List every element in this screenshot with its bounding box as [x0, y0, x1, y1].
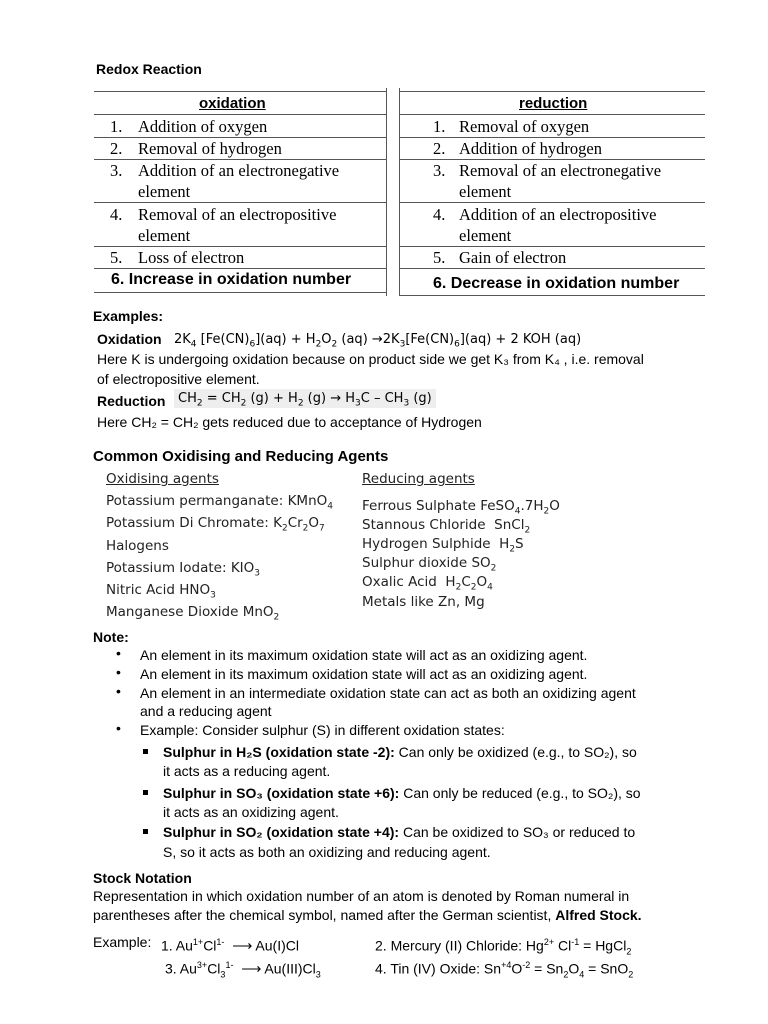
red-row-6: 6. Decrease in oxidation number	[433, 275, 680, 292]
reduction-explanation: Here CH₂ = CH₂ gets reduced due to acceptance of Hydrogen	[97, 414, 482, 430]
example-label: Example:	[93, 934, 152, 950]
reduction-label: Reduction	[97, 393, 166, 409]
stock-example-1: 1. $Au^{1+}Cl^{1-}$ ⟶ Au(I)Cl	[161, 937, 299, 954]
stock-example-2: 2. Mercury (II) Chloride: $Hg^{2+}$ $Cl^{-1}$ = HgCl$_2$	[375, 937, 632, 957]
ox-agent-1: Potassium permanganate: KMnO$_4$	[106, 493, 333, 512]
oxidation-explanation: Here K is undergoing oxidation because on product side we get K₃ from K₄ , i.e. removal	[97, 351, 644, 367]
bullet-icon: •	[116, 645, 121, 661]
ox-row-6: 6. Increase in oxidation number	[111, 271, 352, 288]
reduction-header: reduction	[519, 95, 588, 112]
red-agent-2: Stannous Chloride SnCl$_2$	[362, 517, 531, 536]
stock-example-3: 3. $Au^{3+}Cl_3^{1-}$ ⟶ $Au(III)Cl_3$	[165, 960, 321, 980]
stock-heading: Stock Notation	[93, 870, 192, 886]
reduction-equation: $CH_2 = CH_2$ $(g) + H_2$ $(g) \to H_3C - CH_3$ (g)	[174, 391, 436, 409]
sulphur-h2s-cont: it acts as a reducing agent.	[163, 763, 331, 779]
sulphur-so3-cont: it acts as an oxidizing agent.	[163, 804, 339, 820]
note-heading: Note:	[93, 629, 129, 645]
square-bullet-icon	[143, 790, 148, 795]
bullet-icon: •	[116, 683, 121, 699]
red-agent-5: Oxalic Acid $H_2C_2O_4$	[362, 574, 493, 593]
sulphur-so2: Sulphur in SO₂ (oxidation state +4): Can be oxidized to SO₃ or reduced to	[163, 824, 636, 840]
ox-agent-2: Potassium Di Chromate: $K_2Cr_2O_7$	[106, 515, 325, 534]
sulphur-so3: Sulphur in SO₃ (oxidation state +6): Can only be reduced (e.g., to SO₂), so	[163, 785, 641, 801]
ox-agent-5: Nitric Acid $HNO_3$	[106, 582, 216, 601]
stock-line-2: parentheses after the chemical symbol, named after the German scientist, Alfred Stock.	[93, 907, 642, 923]
ox-agent-4: Potassium Iodate: $KIO_3$	[106, 560, 261, 579]
reducing-agents-header: Reducing agents	[362, 471, 475, 487]
oxidation-explanation-2: of electropositive element.	[97, 371, 260, 387]
red-agent-1: Ferrous Sulphate $FeSO_4.7H_2O$	[362, 498, 560, 517]
stock-line-1: Representation in which oxidation number of an atom is denoted by Roman numeral in	[93, 888, 630, 904]
note-bullet-1: An element in its maximum oxidation state will act as an oxidizing agent.	[140, 647, 588, 663]
agents-heading: Common Oxidising and Reducing Agents	[93, 448, 389, 465]
square-bullet-icon	[143, 749, 148, 754]
note-bullet-3: An element in an intermediate oxidation state can act as both an oxidizing agent	[140, 685, 636, 701]
oxidation-equation: $2K_4$ $[Fe(CN)_6](aq) + H_2O_2$ $(aq) \to 2K_3[Fe(CN)_6](aq) + 2$ KOH (aq)	[174, 332, 582, 350]
examples-heading: Examples:	[93, 308, 164, 324]
note-bullet-2: An element in its maximum oxidation state will act as an oxidizing agent.	[140, 666, 588, 682]
note-bullet-3-cont: and a reducing agent	[140, 703, 272, 719]
note-bullet-4: Example: Consider sulphur (S) in different oxidation states:	[140, 722, 505, 738]
oxidation-label: Oxidation	[97, 331, 162, 347]
oxidising-agents-header: Oxidising agents	[106, 471, 219, 487]
ox-agent-3: Halogens	[106, 538, 169, 554]
red-agent-6: Metals like Zn, Mg	[362, 594, 485, 610]
stock-example-4: 4. Tin (IV) Oxide: $Sn^{+4}O^{-2} = Sn_2O_4 = SnO_2$	[375, 960, 634, 980]
square-bullet-icon	[143, 829, 148, 834]
bullet-icon: •	[116, 664, 121, 680]
page-title: Redox Reaction	[96, 61, 202, 77]
ox-agent-6: Manganese Dioxide MnO$_2$	[106, 604, 280, 623]
oxidation-header: oxidation	[199, 95, 266, 112]
sulphur-so2-cont: S, so it acts as both an oxidizing and reducing agent.	[163, 844, 491, 860]
sulphur-h2s: Sulphur in H₂S (oxidation state -2): Can only be oxidized (e.g., to SO₂), so	[163, 744, 637, 760]
red-agent-3: Hydrogen Sulphide $H_2S$	[362, 536, 524, 555]
red-agent-4: Sulphur dioxide $SO_2$	[362, 555, 497, 574]
bullet-icon: •	[116, 720, 121, 736]
